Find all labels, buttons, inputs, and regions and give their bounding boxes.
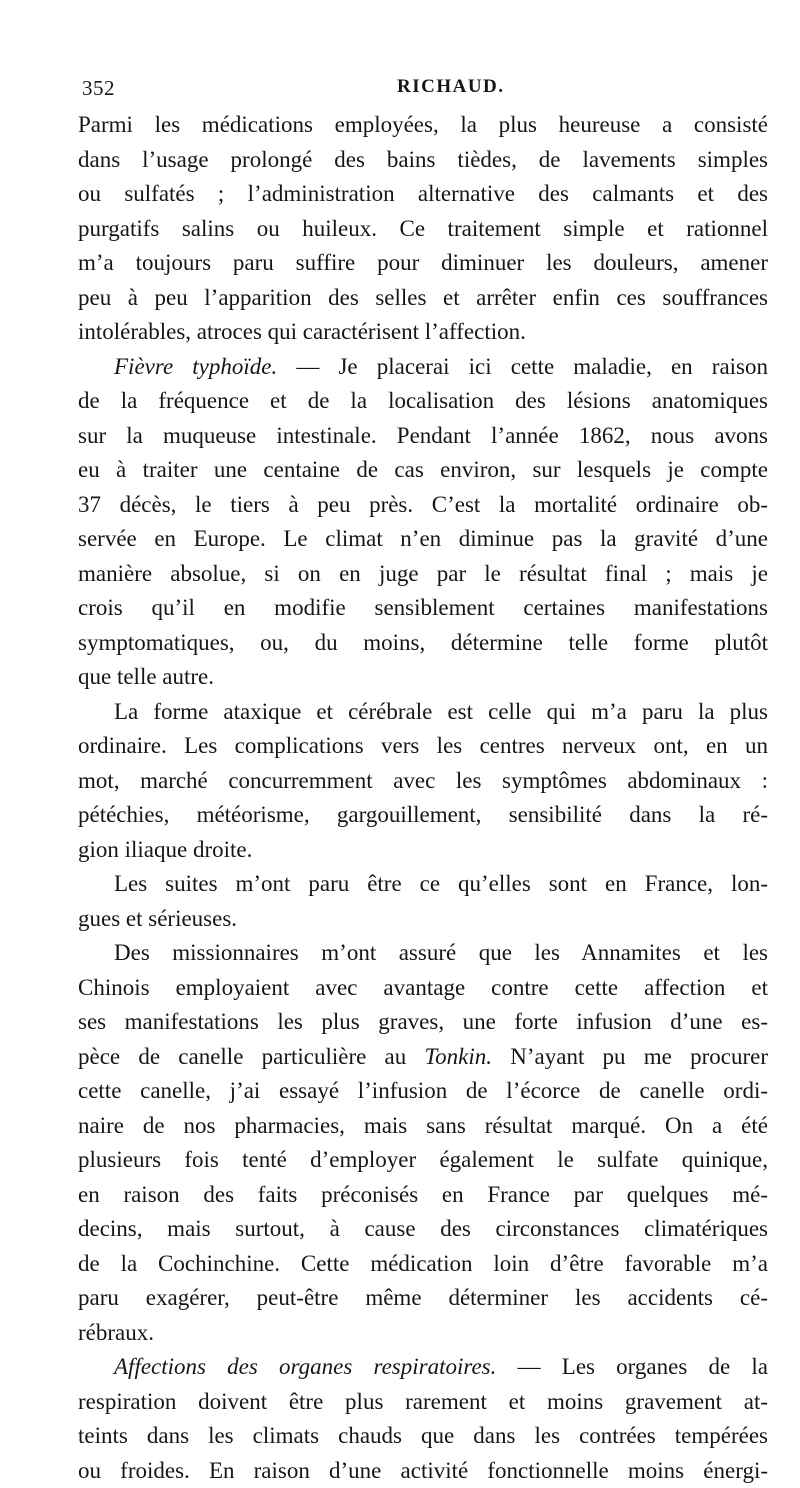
line-text: servée en Europe. Le climat n’en diminue pas la gravité d’une: [78, 526, 768, 551]
line-text: decins, mais surtout, à cause des circonstances climatériques: [78, 1216, 768, 1241]
line-text: 37 décès, le tiers à peu près. C’est la mortalité ordinaire ob-: [78, 492, 768, 517]
text-line: [78, 764, 768, 799]
text-line: [78, 143, 768, 178]
section-heading: Affections des organes respiratoires.: [114, 1354, 496, 1379]
text-line: [78, 419, 768, 454]
line-text: Chinois employaient avec avantage contre cette affection et: [78, 975, 768, 1000]
text-line: [78, 1419, 768, 1454]
line-text: de la fréquence et de la localisation des lésions anatomiques: [78, 388, 768, 413]
line-text: Les suites m’ont paru être ce qu’elles sont en France, lon-: [114, 871, 768, 896]
page-number: 352: [82, 76, 115, 101]
line-text: — Je placerai ici cette maladie, en raison: [277, 354, 768, 379]
line-text: gues et sérieuses.: [78, 906, 237, 931]
text-line: [78, 1281, 768, 1316]
line-text: mot, marché concurremment avec les symptômes abdominaux :: [78, 768, 768, 793]
text-line: [78, 1350, 768, 1385]
text-line: [78, 1143, 768, 1178]
text-line: [78, 522, 768, 557]
line-text: ses manifestations les plus graves, une forte infusion d’une es-: [78, 1009, 768, 1034]
text-line: [78, 1212, 768, 1247]
line-text: en raison des faits préconisés en France par quelques mé-: [78, 1182, 768, 1207]
line-text: cette canelle, j’ai essayé l’infusion de l’écorce de canelle ordi-: [78, 1078, 768, 1103]
text-line: [78, 729, 768, 764]
line-text: manière absolue, si on en juge par le résultat final ; mais je: [78, 561, 768, 586]
text-line: [78, 1074, 768, 1109]
text-line: [78, 453, 768, 488]
text-line: [78, 350, 768, 385]
text-line: [78, 108, 768, 143]
line-text: plusieurs fois tenté d’employer également le sulfate quinique,: [78, 1147, 768, 1172]
line-text: — Les organes de la: [496, 1354, 768, 1379]
text-line: [78, 281, 768, 316]
text-line: [78, 177, 768, 212]
text-line: [78, 971, 768, 1006]
line-text: N’ayant pu me procurer: [492, 1044, 768, 1069]
text-line: [78, 1316, 768, 1351]
line-text: m’a toujours paru suffire pour diminuer les douleurs, amener: [78, 250, 768, 275]
line-text: Des missionnaires m’ont assuré que les Annamites et les: [114, 940, 768, 965]
line-text: La forme ataxique et cérébrale est celle qui m’a paru la plus: [114, 699, 768, 724]
line-text: pèce de canelle particulière au: [78, 1044, 425, 1069]
text-line: [78, 833, 768, 868]
text-line: [78, 246, 768, 281]
italic-term: Tonkin.: [425, 1044, 493, 1069]
section-heading: Fièvre typhoïde.: [114, 354, 277, 379]
text-line: [78, 1005, 768, 1040]
line-text: dans l’usage prolongé des bains tièdes, de lavements simples: [78, 147, 768, 172]
line-text: intolérables, atroces qui caractérisent l’affection.: [78, 319, 526, 344]
text-line: [78, 1247, 768, 1282]
line-text: crois qu’il en modifie sensiblement certaines manifestations: [78, 595, 768, 620]
line-text: ou sulfatés ; l’administration alternative des calmants et des: [78, 181, 768, 206]
text-line: [78, 1109, 768, 1144]
body-text: [78, 108, 768, 1488]
line-text: pétéchies, météorisme, gargouillement, sensibilité dans la ré-: [78, 802, 768, 827]
text-line: [78, 1385, 768, 1420]
running-title: RICHAUD.: [397, 76, 505, 98]
text-line: [78, 867, 768, 902]
text-line: [78, 1178, 768, 1213]
text-line: [78, 1454, 768, 1488]
text-line: [78, 902, 768, 937]
line-text: ordinaire. Les complications vers les centres nerveux ont, en un: [78, 733, 768, 758]
text-line: [78, 591, 768, 626]
line-text: purgatifs salins ou huileux. Ce traitement simple et rationnel: [78, 216, 768, 241]
text-line: [78, 798, 768, 833]
text-line: [78, 936, 768, 971]
text-line: [78, 557, 768, 592]
text-line: [78, 1040, 768, 1075]
text-line: [78, 384, 768, 419]
line-text: eu à traiter une centaine de cas environ, sur lesquels je compte: [78, 457, 768, 482]
line-text: de la Cochinchine. Cette médication loin d’être favorable m’a: [78, 1251, 768, 1276]
line-text: rébraux.: [78, 1320, 154, 1345]
line-text: symptomatiques, ou, du moins, détermine telle forme plutôt: [78, 630, 768, 655]
line-text: respiration doivent être plus rarement et moins gravement at-: [78, 1389, 768, 1414]
line-text: peu à peu l’apparition des selles et arrêter enfin ces souffrances: [78, 285, 768, 310]
line-text: paru exagérer, peut-être même déterminer les accidents cé-: [78, 1285, 768, 1310]
text-line: [78, 315, 768, 350]
line-text: sur la muqueuse intestinale. Pendant l’année 1862, nous avons: [78, 423, 768, 448]
line-text: gion iliaque droite.: [78, 837, 252, 862]
line-text: Parmi les médications employées, la plus heureuse a consisté: [78, 112, 768, 137]
text-line: [78, 660, 768, 695]
text-line: [78, 488, 768, 523]
line-text: ou froides. En raison d’une activité fonctionnelle moins énergi-: [78, 1458, 768, 1483]
line-text: teints dans les climats chauds que dans les contrées tempérées: [78, 1423, 768, 1448]
running-head: [82, 76, 772, 102]
text-line: [78, 695, 768, 730]
line-text: naire de nos pharmacies, mais sans résultat marqué. On a été: [78, 1113, 768, 1138]
text-line: [78, 626, 768, 661]
line-text: que telle autre.: [78, 664, 214, 689]
text-line: [78, 212, 768, 247]
